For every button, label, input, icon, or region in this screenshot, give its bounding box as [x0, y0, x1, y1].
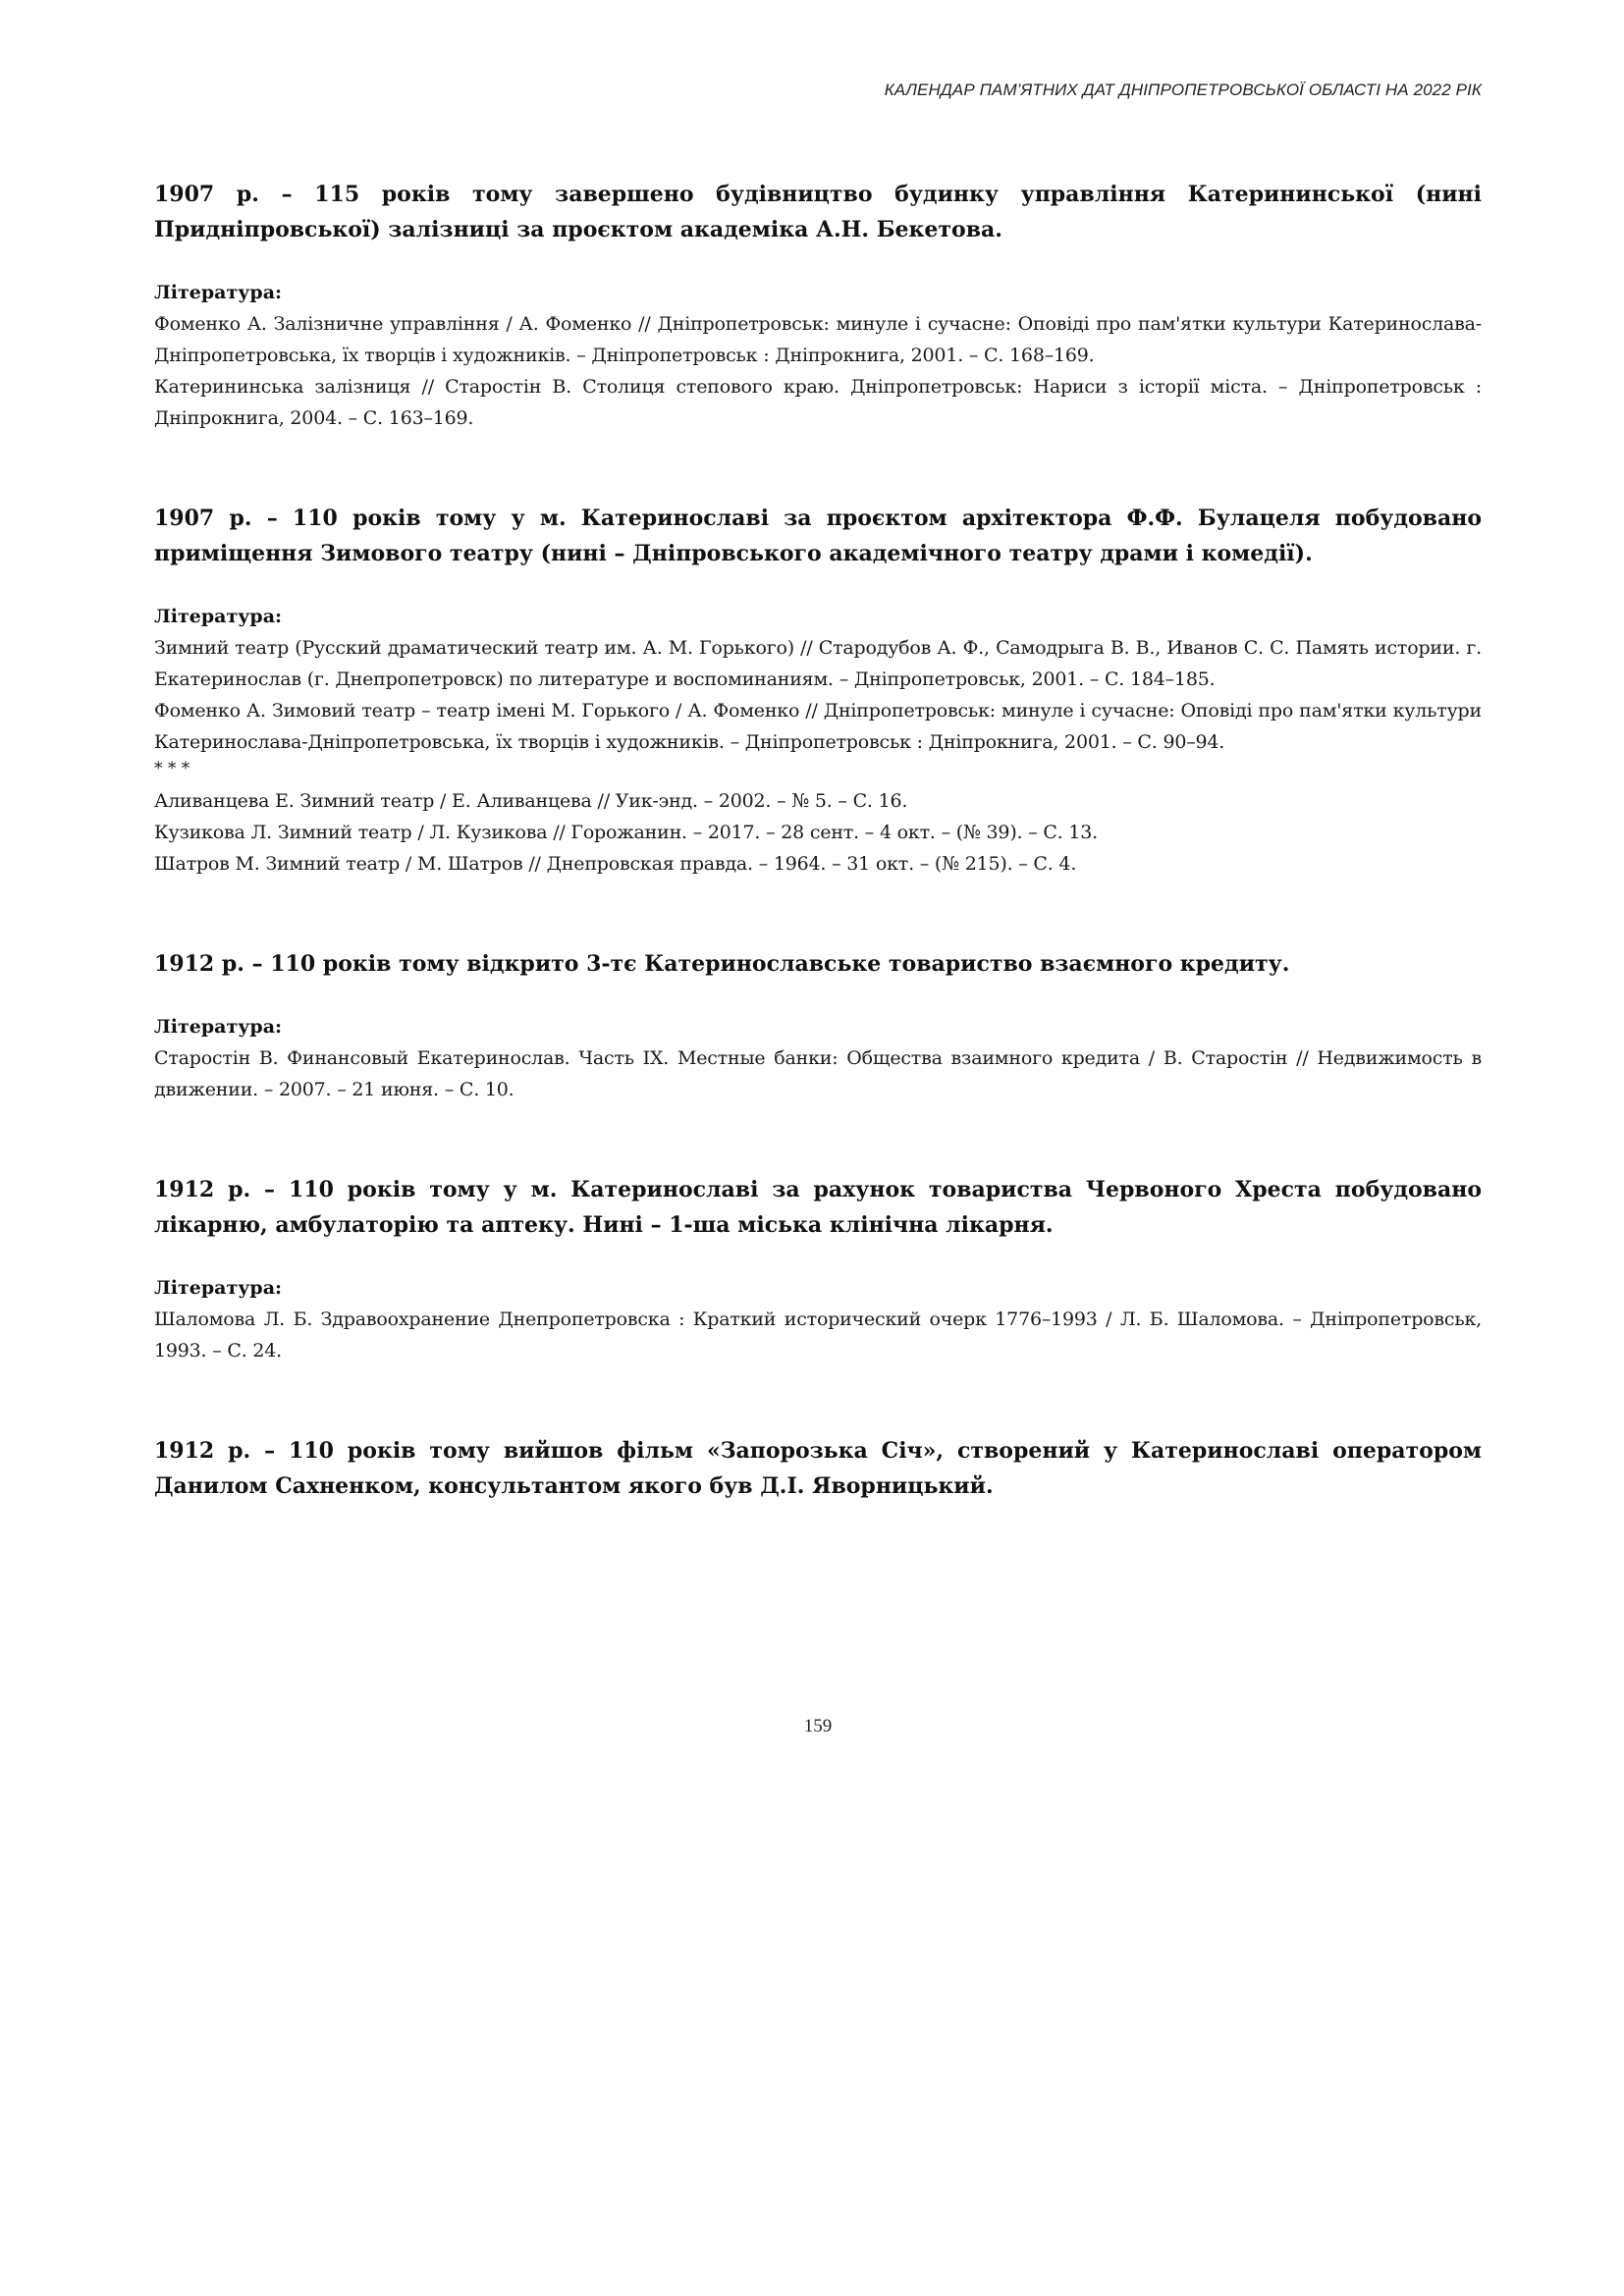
literature-label: Література: [154, 1016, 283, 1038]
calendar-entry [154, 1433, 1482, 1504]
literature-item: Фоменко А. Зимовий театр – театр імені М. Горького / А. Фоменко // Дніпропетровськ: минуле і сучасне: Оповіді про пам'ятки культури Катеринослава-Дніпропетровська, їх творців і художників. – Дніпропетровськ : Дніпрокнига, 2001. – С. 90–94. [154, 700, 1482, 753]
literature-item: Шаломова Л. Б. Здравоохранение Днепропетровска : Краткий исторический очерк 1776–1993 / Л. Б. Шаломова. – Дніпропетровськ, 1993. – С. 24. [154, 1308, 1482, 1362]
literature-label: Література: [154, 282, 283, 303]
document-page [154, 0, 1482, 2296]
literature-item: Кузикова Л. Зимний театр / Л. Кузикова // Горожанин. – 2017. – 28 сент. – 4 окт. – (№ 39). – С. 13. [154, 822, 1098, 843]
entry-title: 1907 р. – 115 років тому завершено будівництво будинку управління Катерининської (нині Придніпровської) залізниці за проєктом академіка А.Н. Бекетова. [154, 182, 1482, 242]
literature-item: Фоменко А. Залізничне управління / А. Фоменко // Дніпропетровськ: минуле і сучасне: Оповіді про пам'ятки культури Катеринослава-Дніпропетровська, їх творців і художників. – Дніпропетровськ : Дніпрокнига, 2001. – С. 168–169. [154, 313, 1482, 366]
entry-title: 1912 р. – 110 років тому у м. Катеринославі за рахунок товариства Червоного Хреста побудовано лікарню, амбулаторію та аптеку. Нині – 1-ша міська клінічна лікарня. [154, 1177, 1482, 1238]
calendar-entry [154, 1172, 1482, 1366]
entry-title: 1912 р. – 110 років тому відкрито 3-тє Катеринославське товариство взаємного кредиту. [154, 951, 1290, 977]
page-number: 159 [803, 1716, 833, 1736]
literature-item: Аливанцева Е. Зимний театр / Е. Аливанцева // Уик-энд. – 2002. – № 5. – С. 16. [154, 790, 908, 812]
literature-item: Шатров М. Зимний театр / М. Шатров // Днепровская правда. – 1964. – 31 окт. – (№ 215). – С. 4. [154, 853, 1077, 875]
calendar-entry [154, 177, 1482, 434]
running-header: КАЛЕНДАР ПАМ’ЯТНИХ ДАТ ДНІПРОПЕТРОВСЬКОЇ ОБЛАСТІ НА 2022 РІК [884, 80, 1482, 99]
literature-label: Література: [154, 606, 283, 627]
literature-separator: * * * [154, 759, 190, 778]
entry-title: 1907 р. – 110 років тому у м. Катеринославі за проєктом архітектора Ф.Ф. Булацеля побудовано приміщення Зимового театру (нині – Дніпровського академічного театру драми і комедії). [154, 506, 1482, 566]
page-content [154, 177, 1482, 1533]
calendar-entry [154, 501, 1482, 880]
literature-label: Література: [154, 1277, 283, 1299]
literature-item: Старостін В. Финансовый Екатеринослав. Часть IX. Местные банки: Общества взаимного кредита / В. Старостін // Недвижимость в движении. – 2007. – 21 июня. – С. 10. [154, 1047, 1482, 1100]
entry-title: 1912 р. – 110 років тому вийшов фільм «Запорозька Січ», створений у Катеринославі оператором Данилом Сахненком, консультантом якого був Д.І. Яворницький. [154, 1438, 1482, 1499]
literature-item: Зимний театр (Русский драматический театр им. А. М. Горького) // Стародубов А. Ф., Самодрыга В. В., Иванов С. С. Память истории. г. Екатеринослав (г. Днепропетровск) по литературе и воспоминаниям. – Дніпропетровськ, 2001. – С. 184–185. [154, 637, 1482, 690]
literature-item: Катерининська залізниця // Старостін В. Столиця степового краю. Дніпропетровськ: Нариси з історії міста. – Дніпропетровськ : Дніпрокнига, 2004. – С. 163–169. [154, 376, 1482, 429]
calendar-entry [154, 946, 1482, 1105]
